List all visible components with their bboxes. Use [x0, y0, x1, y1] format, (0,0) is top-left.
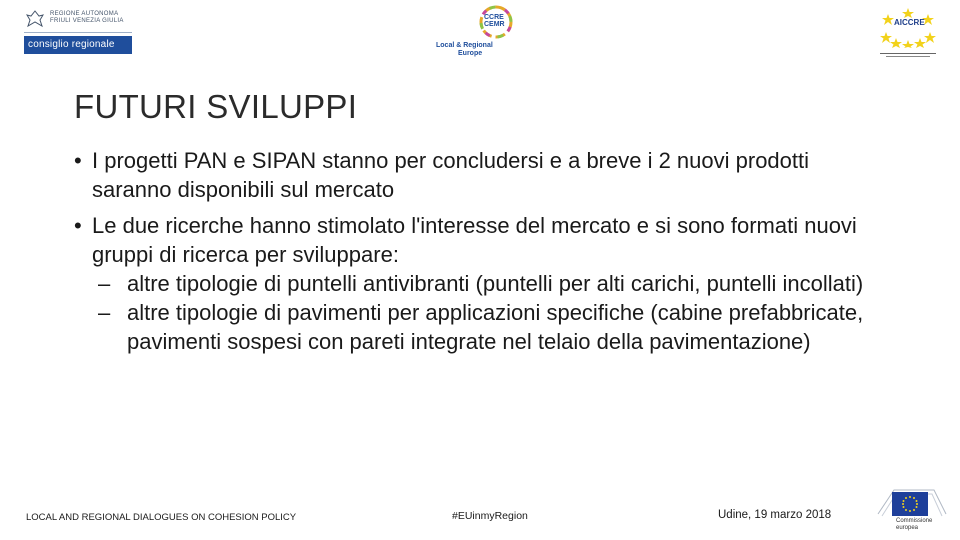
- bullet-text: I progetti PAN e SIPAN stanno per concludersi e a breve i 2 nuovi prodotti saranno disponibili sul mercato: [92, 148, 810, 202]
- logo-bar: [24, 36, 132, 54]
- logo-left-line-2: FRIULI VENEZIA GIULIA: [50, 18, 124, 24]
- sub-bullet-text: altre tipologie di puntelli antivibranti (puntelli per alti carichi, puntelli incollati): [127, 271, 864, 296]
- sub-bullet-text: altre tipologie di pavimenti per applicazioni specifiche (cabine prefabbricate, pavimenti sospesi con pareti integrate nel telaio della pavimentazione): [127, 300, 864, 354]
- footer-hashtag: #EUinmyRegion: [452, 510, 528, 522]
- europe-text: Europe: [458, 50, 483, 57]
- logo-left-line-1: REGIONE AUTONOMA: [50, 11, 119, 17]
- eu-flag-icon: [892, 492, 928, 516]
- consiglio-regionale-logo: [24, 8, 132, 54]
- footer-date: Udine, 19 marzo 2018: [718, 509, 832, 521]
- footer-left-text: LOCAL AND REGIONAL DIALOGUES ON COHESION POLICY: [26, 512, 297, 523]
- ccre-text: CCRE: [484, 14, 504, 21]
- bullet-text: Le due ricerche hanno stimolato l'interesse del mercato e si sono formati nuovi gruppi di ricerca per sviluppare:: [92, 213, 857, 267]
- logo-bar-text: consiglio regionale: [28, 39, 115, 50]
- logo-top-band: [24, 8, 132, 33]
- sub-bullet-mark: –: [98, 300, 111, 325]
- aiccre-tagline: [876, 52, 940, 59]
- bullet-item-2: [74, 211, 864, 269]
- slide-title: FUTURI SVILUPPI: [74, 88, 358, 125]
- aiccre-logo: [876, 8, 940, 64]
- sub-bullet-item-2: [74, 298, 864, 356]
- sub-bullet-mark: –: [98, 271, 111, 296]
- aiccre-name: AICCRE: [894, 18, 925, 27]
- local-regional-text: Local & Regional: [436, 42, 493, 49]
- bullet-mark: •: [74, 213, 82, 238]
- ec-caption-line-2: europea: [896, 525, 919, 531]
- bullet-item-1: [74, 146, 864, 204]
- slide-content: [74, 146, 864, 356]
- sub-bullet-item-1: [74, 269, 864, 298]
- aiccre-tagline-lines-icon: [880, 52, 936, 58]
- european-commission-logo: [876, 486, 948, 534]
- bullet-mark: •: [74, 148, 82, 173]
- star-ring-icon: [878, 8, 938, 48]
- ccre-cemr-logo: [432, 2, 536, 60]
- eagle-emblem-icon: [26, 10, 44, 30]
- cemr-text: CEMR: [484, 21, 505, 28]
- ec-caption-line-1: Commissione: [896, 518, 933, 524]
